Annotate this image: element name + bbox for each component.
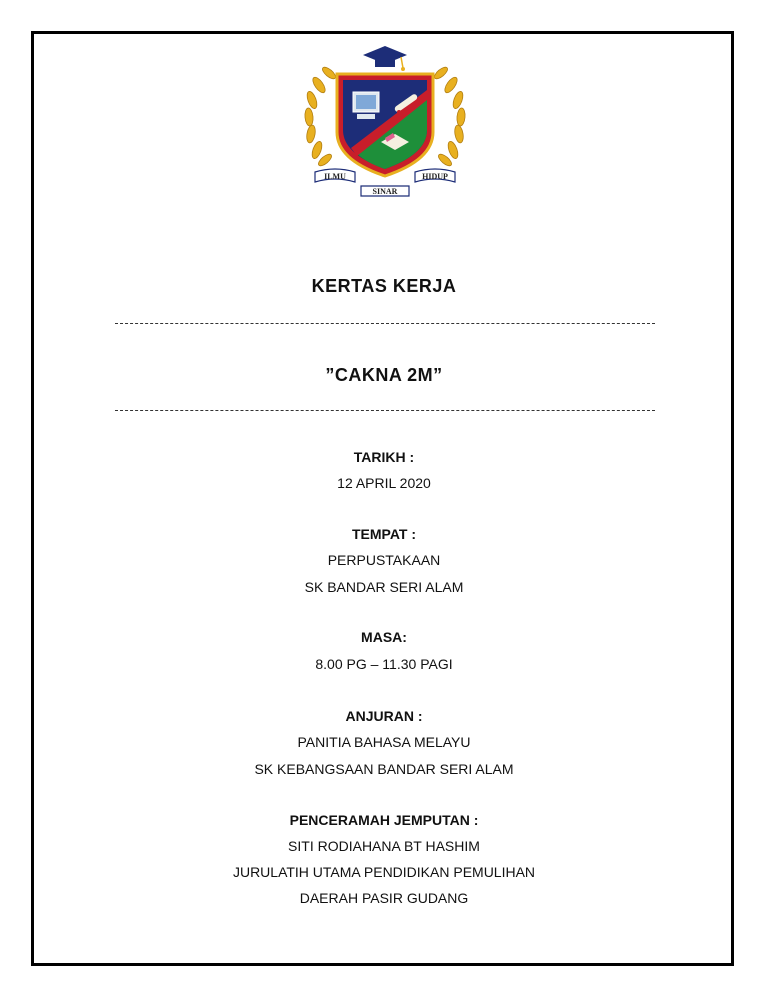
wreath-right-icon [433, 65, 466, 168]
banner-left-text: ILMU [324, 172, 346, 181]
school-crest-logo [295, 42, 475, 204]
organizer-label: ANJURAN : [345, 708, 423, 724]
divider-bottom [115, 410, 655, 411]
date-label: TARIKH : [353, 449, 415, 465]
speaker-role: JURULATIH UTAMA PENDIDIKAN PEMULIHAN [232, 864, 536, 880]
speaker-label: PENCERAMAH JEMPUTAN : [289, 812, 479, 828]
organizer-line-2: SK KEBANGSAAN BANDAR SERI ALAM [254, 761, 514, 777]
time-label: MASA: [361, 629, 407, 645]
date-value: 12 APRIL 2020 [337, 475, 431, 491]
organizer-line-1: PANITIA BAHASA MELAYU [297, 734, 471, 750]
speaker-district: DAERAH PASIR GUDANG [299, 890, 469, 906]
speaker-name: SITI RODIAHANA BT HASHIM [288, 838, 480, 854]
program-name: ”CAKNA 2M” [325, 365, 443, 385]
graduation-cap-icon [363, 46, 407, 71]
document-title: KERTAS KERJA [311, 276, 457, 296]
wreath-left-icon [304, 65, 337, 168]
divider-top [115, 323, 655, 324]
venue-line-2: SK BANDAR SERI ALAM [304, 579, 464, 595]
banner-bottom-text: SINAR [372, 187, 398, 196]
venue-line-1: PERPUSTAKAAN [327, 552, 441, 568]
venue-label: TEMPAT : [351, 526, 417, 542]
banner-right-text: HIDUP [422, 172, 448, 181]
time-value: 8.00 PG – 11.30 PAGI [315, 656, 453, 672]
